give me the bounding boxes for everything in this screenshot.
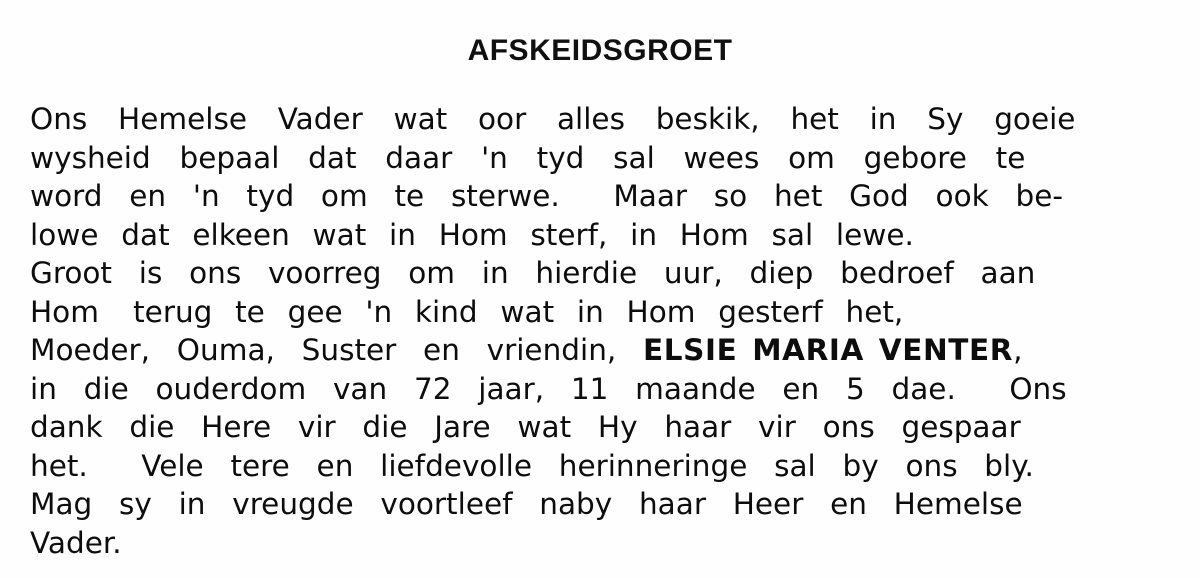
body-line-with-name [30, 331, 1170, 370]
body-line-suffix: , [1013, 333, 1023, 367]
body-line: in die ouderdom van 72 jaar, 11 maande en 5 dae. Ons [30, 371, 1067, 406]
obituary-body [30, 100, 1170, 562]
body-line-prefix: Moeder, Ouma, Suster en vriendin, [30, 333, 644, 367]
body-line: Mag sy in vreugde voortleef naby haar Heer en Hemelse [30, 487, 1023, 521]
body-line: word en 'n tyd om te sterwe. Maar so het God ook be- [30, 179, 1063, 213]
deceased-name: ELSIE MARIA VENTER [643, 333, 1014, 367]
body-line: dank die Here vir die Jare wat Hy haar vir ons gespaar [30, 410, 1021, 444]
body-line: Hom terug te gee 'n kind wat in Hom gesterf het, [30, 294, 904, 329]
body-line: Vader. [30, 525, 122, 560]
page-title: AFSKEIDSGROET [467, 34, 733, 67]
body-line: lowe dat elkeen wat in Hom sterf, in Hom sal lewe. [30, 217, 914, 252]
body-line: wysheid bepaal dat daar 'n tyd sal wees om gebore te [30, 140, 1026, 175]
body-line: Ons Hemelse Vader wat oor alles beskik, het in Sy goeie [30, 102, 1076, 136]
body-line: het. Vele tere en liefdevolle herinneringe sal by ons bly. [30, 448, 1034, 483]
body-line: Groot is ons voorreg om in hierdie uur, diep bedroef aan [30, 256, 1036, 290]
